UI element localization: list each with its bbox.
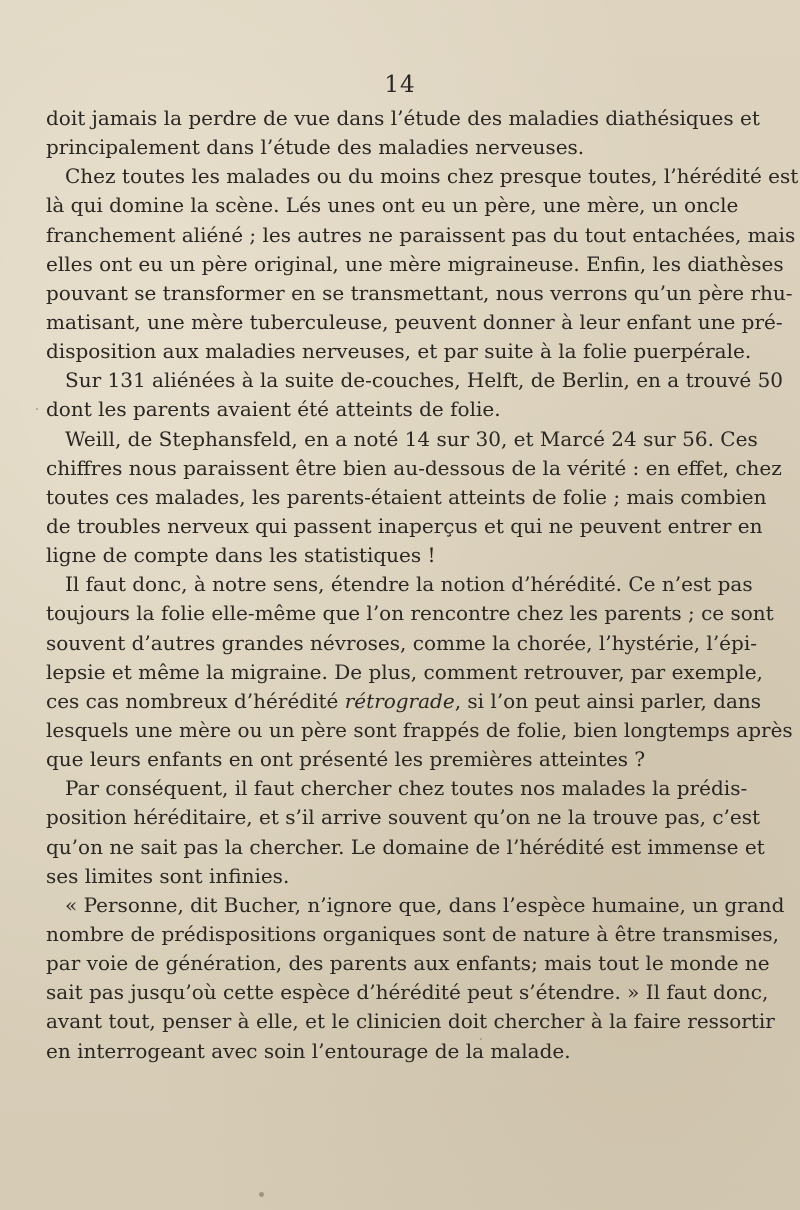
text-line: Chez toutes les malades ou du moins chez presque toutes, l’hérédité est	[65, 164, 799, 189]
text-line: de troubles nerveux qui passent inaperçus et qui ne peuvent entrer en	[46, 513, 763, 538]
text-line: que leurs enfants en ont présenté les premières atteintes ?	[46, 747, 646, 772]
text-line: souvent d’autres grandes névroses, comme la chorée, l’hystérie, l’épi-	[46, 630, 757, 655]
text-line: elles ont eu un père original, une mère migraineuse. Enfin, les diathèses	[46, 251, 784, 276]
text-line: qu’on ne sait pas la chercher. Le domaine de l’hérédité est immense et	[46, 834, 765, 859]
paper-speck	[480, 1038, 482, 1040]
text-line: là qui domine la scène. Lés unes ont eu un père, une mère, un oncle	[46, 193, 739, 218]
text-line: Il faut donc, à notre sens, étendre la notion d’hérédité. Ce n’est pas	[65, 572, 753, 597]
text-segment: , si l’on peut ainsi parler, dans	[454, 688, 762, 713]
text-line: toutes ces malades, les parents-étaient atteints de folie ; mais combien	[46, 484, 767, 509]
text-line: toujours la folie elle-même que l’on rencontre chez les parents ; ce sont	[46, 601, 774, 626]
text-line	[46, 687, 762, 716]
text-line: pouvant se transformer en se transmettant, nous verrons qu’un père rhu-	[46, 280, 793, 305]
text-line: disposition aux maladies nerveuses, et par suite à la folie puerpérale.	[46, 339, 752, 364]
text-line: lesquels une mère ou un père sont frappés de folie, bien longtemps après	[46, 717, 793, 742]
text-line: nombre de prédispositions organiques sont de nature à être transmises,	[46, 921, 780, 946]
italic-term: rétrograde	[344, 688, 455, 713]
paper-speck	[36, 408, 38, 410]
text-line: avant tout, penser à elle, et le clinicien doit chercher à la faire ressortir	[46, 1009, 775, 1034]
body-text	[46, 104, 799, 1066]
text-line: franchement aliéné ; les autres ne paraissent pas du tout entachées, mais	[46, 222, 796, 247]
text-line: ses limites sont infinies.	[46, 863, 290, 888]
text-line: matisant, une mère tuberculeuse, peuvent donner à leur enfant une pré-	[46, 309, 783, 334]
text-line: « Personne, dit Bucher, n’ignore que, dans l’espèce humaine, un grand	[65, 892, 785, 917]
text-line: Par conséquent, il faut chercher chez toutes nos malades la prédis-	[65, 776, 748, 801]
text-line: position héréditaire, et s’il arrive souvent qu’on ne la trouve pas, c’est	[46, 805, 761, 830]
text-line: doit jamais la perdre de vue dans l’étude des maladies diathésiques et	[46, 106, 760, 130]
text-segment: ces cas nombreux d’hérédité	[46, 688, 345, 713]
text-line: sait pas jusqu’où cette espèce d’hérédité peut s’étendre. » Il faut donc,	[46, 980, 769, 1005]
text-line: Weill, de Stephansfeld, en a noté 14 sur 30, et Marcé 24 sur 56. Ces	[65, 426, 758, 451]
text-line: lepsie et même la migraine. De plus, comment retrouver, par exemple,	[46, 659, 763, 684]
text-line: par voie de génération, des parents aux enfants; mais tout le monde ne	[46, 951, 770, 976]
text-line: chiffres nous paraissent être bien au-dessous de la vérité : en effet, chez	[46, 455, 782, 480]
text-line: principalement dans l’étude des maladies nerveuses.	[46, 135, 585, 160]
text-line: Sur 131 aliénées à la suite de-couches, Helft, de Berlin, en a trouvé 50	[65, 368, 784, 393]
paper-speck	[780, 238, 784, 242]
text-line: dont les parents avaient été atteints de folie.	[46, 397, 501, 422]
text-line: ligne de compte dans les statistiques !	[46, 543, 436, 568]
text-line: en interrogeant avec soin l’entourage de la malade.	[46, 1038, 571, 1063]
page-number: 14	[384, 72, 416, 98]
paper-speck	[259, 1192, 264, 1197]
